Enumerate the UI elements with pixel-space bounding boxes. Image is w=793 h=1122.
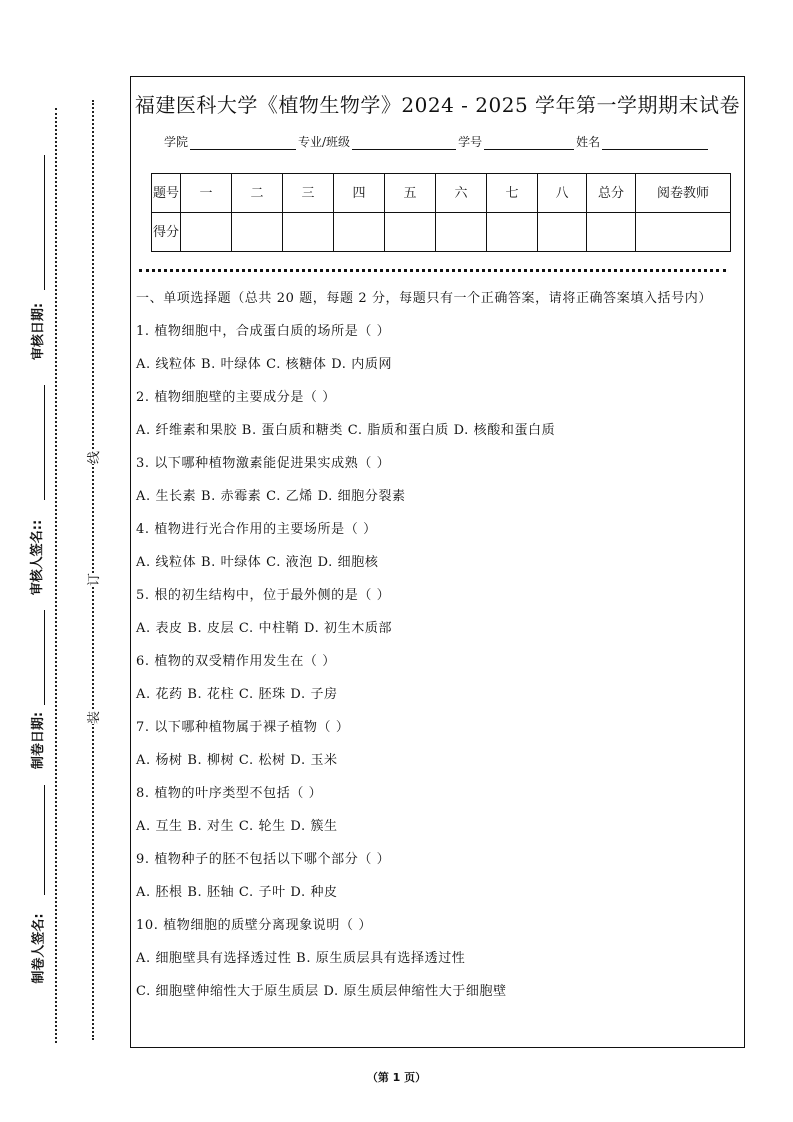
col-header: 五 (385, 174, 436, 213)
question-options: A. 线粒体 B. 叶绿体 C. 核糖体 D. 内质网 (136, 357, 393, 372)
score-table (151, 173, 731, 252)
question-options: A. 纤维素和果胶 B. 蛋白质和糖类 C. 脂质和蛋白质 D. 核酸和蛋白质 (136, 423, 556, 438)
score-table-score-row (152, 213, 731, 252)
question-text: 7. 以下哪种植物属于裸子植物（ ） (136, 720, 350, 735)
score-cell[interactable] (334, 213, 385, 252)
score-table-header-row (152, 174, 731, 213)
question-text: 5. 根的初生结构中，位于最外侧的是（ ） (136, 588, 391, 603)
binding-char-line: 线 (83, 451, 102, 464)
question-options: C. 细胞壁伸缩性大于原生质层 D. 原生质层伸缩性大于细胞壁 (136, 984, 507, 999)
question-options: A. 花药 B. 花柱 C. 胚珠 D. 子房 (136, 687, 338, 702)
question-list (136, 287, 736, 1013)
maker-sign-label: 制卷人签名: (31, 913, 47, 984)
binding-dotted-line-outer (55, 108, 57, 1043)
question-options: A. 线粒体 B. 叶绿体 C. 液泡 D. 细胞核 (136, 555, 379, 570)
major-label: 专业/班级 (298, 135, 351, 149)
question-text: 10. 植物细胞的质壁分离现象说明（ ） (136, 918, 372, 933)
row-label-question-no: 题号 (152, 174, 181, 213)
score-cell[interactable] (385, 213, 436, 252)
make-date-label: 制卷日期: (31, 711, 47, 770)
score-cell[interactable] (181, 213, 232, 252)
binding-char-pack: 装 (83, 711, 102, 724)
col-header-total: 总分 (587, 174, 636, 213)
college-label: 学院 (164, 135, 189, 149)
maker-sign-line (44, 785, 45, 895)
col-header: 四 (334, 174, 385, 213)
question-text: 3. 以下哪种植物激素能促进果实成熟（ ） (136, 456, 391, 471)
binding-char-order: 订 (83, 573, 102, 586)
page-number: （第 1 页） (366, 1071, 427, 1084)
name-field[interactable] (602, 137, 708, 150)
col-header: 八 (538, 174, 587, 213)
question-text: 4. 植物进行光合作用的主要场所是（ ） (136, 522, 377, 537)
section-divider (139, 269, 726, 272)
question-text: 9. 植物种子的胚不包括以下哪个部分（ ） (136, 852, 391, 867)
col-header: 六 (436, 174, 487, 213)
question-options: A. 胚根 B. 胚轴 C. 子叶 D. 种皮 (136, 885, 338, 900)
col-header-grader: 阅卷教师 (636, 174, 731, 213)
major-field[interactable] (352, 137, 456, 150)
col-header: 三 (283, 174, 334, 213)
score-cell-grader[interactable] (636, 213, 731, 252)
student-id-field[interactable] (484, 137, 574, 150)
col-header: 二 (232, 174, 283, 213)
score-cell[interactable] (232, 213, 283, 252)
question-options: A. 互生 B. 对生 C. 轮生 D. 簇生 (136, 819, 338, 834)
exam-title: 福建医科大学《植物生物学》2024 - 2025 学年第一学期期末试卷 (134, 93, 741, 117)
question-options: A. 细胞壁具有选择透过性 B. 原生质层具有选择透过性 (136, 951, 466, 966)
score-cell-total[interactable] (587, 213, 636, 252)
make-date-line (44, 610, 45, 705)
col-header: 一 (181, 174, 232, 213)
exam-frame (130, 76, 745, 1048)
student-id-label: 学号 (458, 135, 483, 149)
question-text: 8. 植物的叶序类型不包括（ ） (136, 786, 323, 801)
question-text: 6. 植物的双受精作用发生在（ ） (136, 654, 336, 669)
section-heading: 一、单项选择题（总共 20 题，每题 2 分，每题只有一个正确答案，请将正确答案填入括号内） (136, 291, 712, 306)
question-options: A. 杨树 B. 柳树 C. 松树 D. 玉米 (136, 753, 338, 768)
col-header: 七 (487, 174, 538, 213)
score-cell[interactable] (436, 213, 487, 252)
review-date-line (44, 155, 45, 290)
question-text: 1. 植物细胞中，合成蛋白质的场所是（ ） (136, 324, 391, 339)
question-options: A. 生长素 B. 赤霉素 C. 乙烯 D. 细胞分裂素 (136, 489, 406, 504)
question-text: 2. 植物细胞壁的主要成分是（ ） (136, 390, 336, 405)
question-options: A. 表皮 B. 皮层 C. 中柱鞘 D. 初生木质部 (136, 621, 393, 636)
row-label-score: 得分 (152, 213, 181, 252)
review-date-label: 审核日期: (31, 302, 47, 361)
score-cell[interactable] (283, 213, 334, 252)
student-info-row (164, 133, 710, 150)
score-cell[interactable] (487, 213, 538, 252)
score-cell[interactable] (538, 213, 587, 252)
reviewer-sign-line (44, 385, 45, 500)
binding-dotted-line-inner (92, 100, 94, 1040)
college-field[interactable] (190, 137, 296, 150)
name-label: 姓名 (576, 135, 601, 149)
reviewer-sign-label: 审核人签名:: (30, 519, 46, 596)
